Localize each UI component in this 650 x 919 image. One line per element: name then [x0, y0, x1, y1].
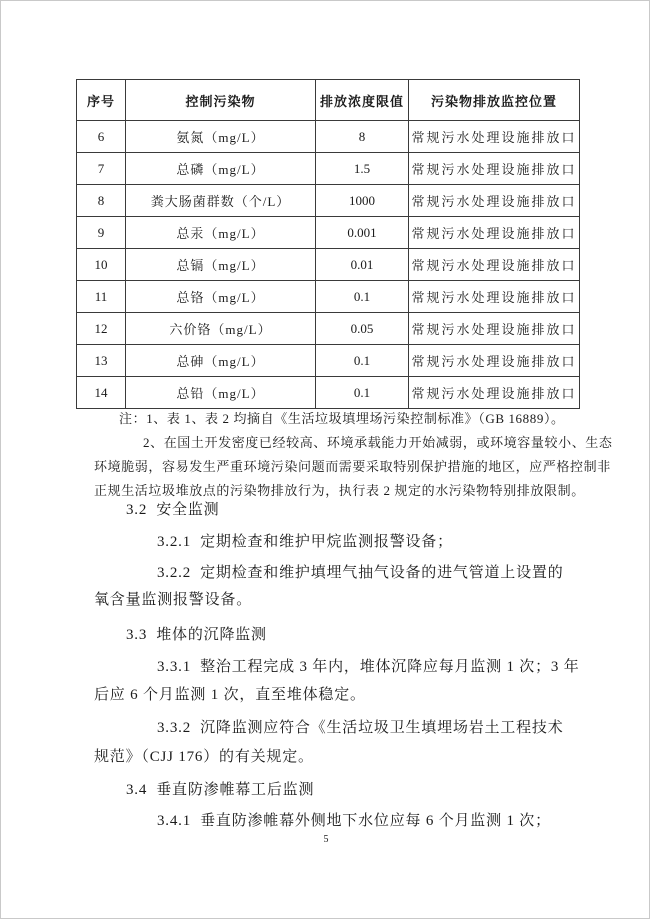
- cell-pollutant: 总铅（mg/L）: [126, 377, 316, 409]
- body-paragraph: 3.2.1 定期检查和维护甲烷监测报警设备；: [157, 534, 453, 550]
- table-header-row: [77, 80, 580, 121]
- table-note-line: 注：1、表 1、表 2 均摘自《生活垃圾填埋场污染控制标准》（GB 16889）。: [119, 411, 565, 426]
- table-note-line: 2、在国土开发密度已经较高、环境承载能力开始减弱，或环境容量较小、生态: [143, 435, 613, 450]
- cell-location: 常规污水处理设施排放口: [409, 185, 580, 217]
- cell-no: 9: [77, 217, 126, 249]
- cell-limit: 0.1: [316, 345, 409, 377]
- cell-limit: 0.05: [316, 313, 409, 345]
- section-heading: 3.2 安全监测: [126, 502, 220, 518]
- body-paragraph: 3.3.2 沉降监测应符合《生活垃圾卫生填埋场岩土工程技术: [157, 720, 564, 736]
- cell-pollutant: 总汞（mg/L）: [126, 217, 316, 249]
- cell-location: 常规污水处理设施排放口: [409, 313, 580, 345]
- body-paragraph: 氧含量监测报警设备。: [94, 592, 253, 608]
- table-row: [77, 217, 580, 249]
- cell-pollutant: 总磷（mg/L）: [126, 153, 316, 185]
- cell-location: 常规污水处理设施排放口: [409, 281, 580, 313]
- cell-no: 7: [77, 153, 126, 185]
- body-paragraph: 3.3.1 整治工程完成 3 年内，堆体沉降应每月监测 1 次；3 年: [157, 659, 580, 675]
- cell-limit: 0.01: [316, 249, 409, 281]
- cell-pollutant: 六价铬（mg/L）: [126, 313, 316, 345]
- cell-no: 11: [77, 281, 126, 313]
- cell-location: 常规污水处理设施排放口: [409, 345, 580, 377]
- table-row: [77, 249, 580, 281]
- cell-location: 常规污水处理设施排放口: [409, 121, 580, 153]
- cell-pollutant: 粪大肠菌群数（个/L）: [126, 185, 316, 217]
- cell-no: 8: [77, 185, 126, 217]
- section-heading: 3.4 垂直防渗帷幕工后监测: [126, 782, 315, 798]
- table-note-line: 环境脆弱，容易发生严重环境污染问题而需要采取特别保护措施的地区，应严格控制非: [94, 459, 611, 474]
- cell-location: 常规污水处理设施排放口: [409, 217, 580, 249]
- table-row: [77, 153, 580, 185]
- cell-limit: 0.1: [316, 281, 409, 313]
- body-paragraph: 3.4.1 垂直防渗帷幕外侧地下水位应每 6 个月监测 1 次；: [157, 813, 551, 829]
- pollutant-limits-table: [76, 79, 580, 409]
- cell-no: 6: [77, 121, 126, 153]
- cell-pollutant: 总砷（mg/L）: [126, 345, 316, 377]
- cell-limit: 8: [316, 121, 409, 153]
- table-note-line: 正规生活垃圾堆放点的污染物排放行为，执行表 2 规定的水污染物特别排放限制。: [94, 483, 585, 498]
- body-paragraph: 规范》（CJJ 176）的有关规定。: [94, 749, 314, 765]
- cell-no: 13: [77, 345, 126, 377]
- cell-pollutant: 总镉（mg/L）: [126, 249, 316, 281]
- cell-no: 14: [77, 377, 126, 409]
- table-row: [77, 313, 580, 345]
- cell-limit: 0.1: [316, 377, 409, 409]
- cell-pollutant: 总铬（mg/L）: [126, 281, 316, 313]
- table-row: [77, 345, 580, 377]
- body-paragraph: 3.2.2 定期检查和维护填埋气抽气设备的进气管道上设置的: [157, 565, 564, 581]
- table-row: [77, 121, 580, 153]
- page-number: 5: [323, 834, 329, 845]
- column-header-no: 序号: [77, 80, 126, 121]
- column-header-location: 污染物排放监控位置: [409, 80, 580, 121]
- cell-location: 常规污水处理设施排放口: [409, 249, 580, 281]
- column-header-limit: 排放浓度限值: [316, 80, 409, 121]
- cell-pollutant: 氨氮（mg/L）: [126, 121, 316, 153]
- table-row: [77, 377, 580, 409]
- cell-no: 12: [77, 313, 126, 345]
- cell-limit: 0.001: [316, 217, 409, 249]
- section-heading: 3.3 堆体的沉降监测: [126, 627, 267, 643]
- cell-no: 10: [77, 249, 126, 281]
- column-header-pollutant: 控制污染物: [126, 80, 316, 121]
- cell-location: 常规污水处理设施排放口: [409, 153, 580, 185]
- body-paragraph: 后应 6 个月监测 1 次，直至堆体稳定。: [94, 687, 366, 703]
- table-row: [77, 185, 580, 217]
- cell-limit: 1000: [316, 185, 409, 217]
- cell-limit: 1.5: [316, 153, 409, 185]
- table-row: [77, 281, 580, 313]
- cell-location: 常规污水处理设施排放口: [409, 377, 580, 409]
